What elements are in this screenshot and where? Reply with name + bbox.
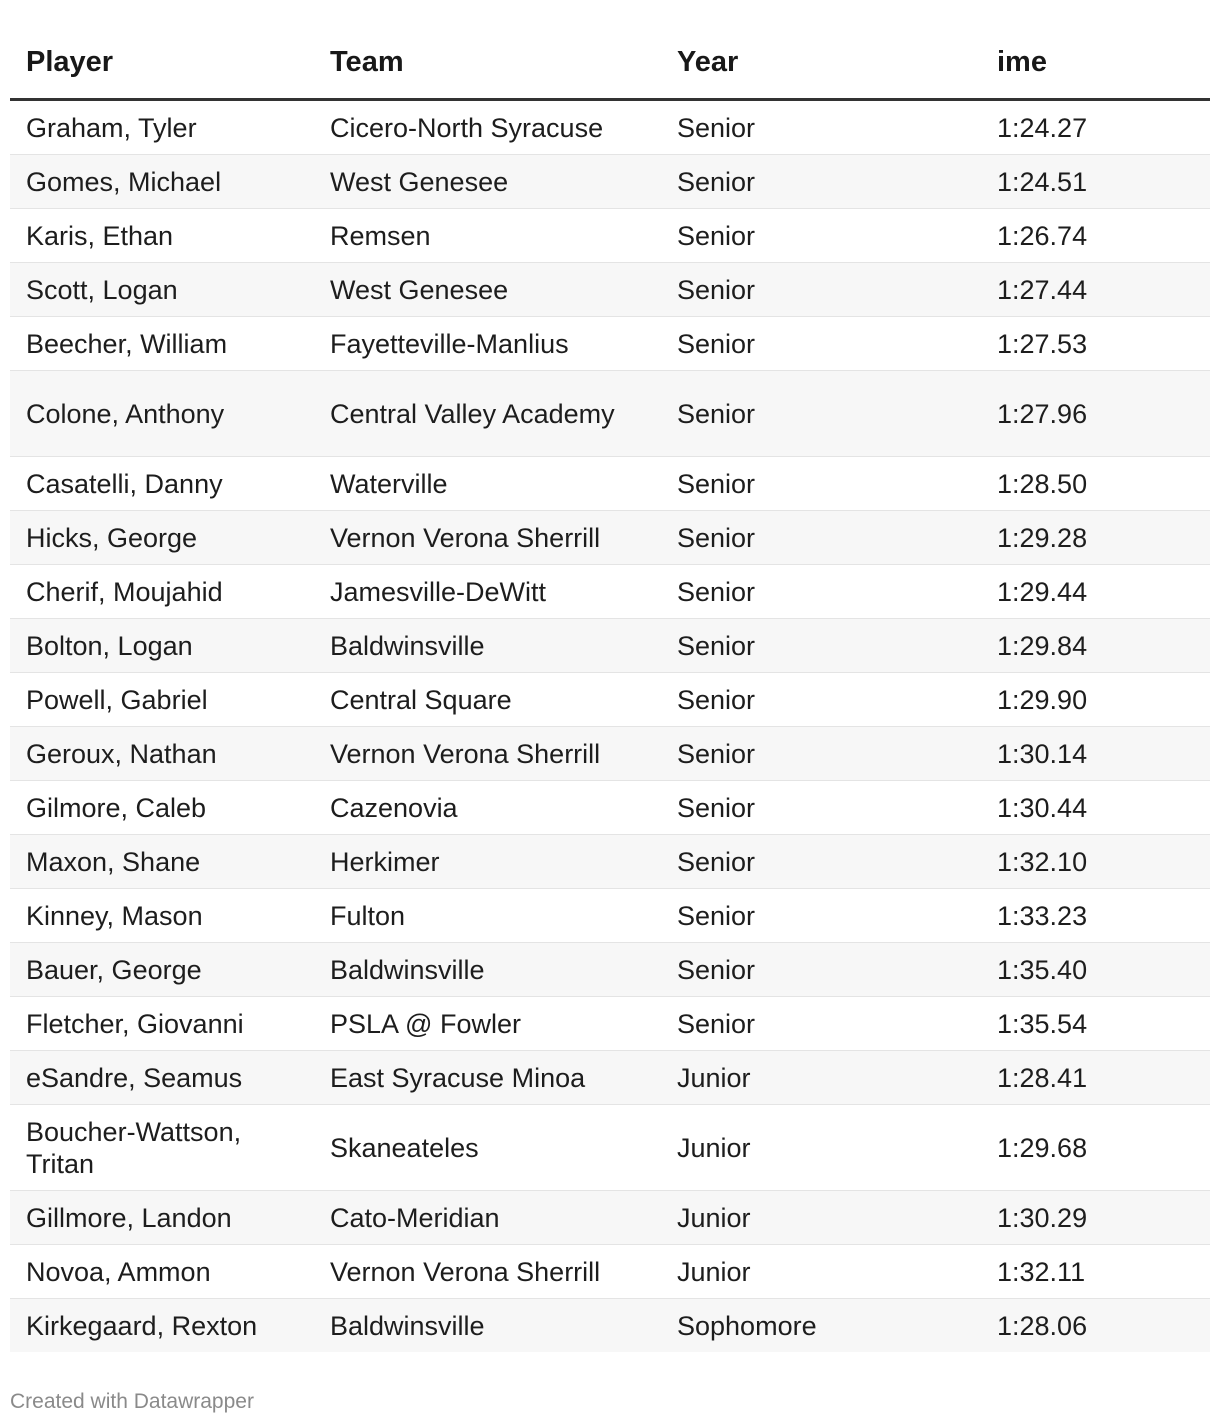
player-cell: Karis, Ethan [10, 209, 314, 263]
team-cell: Remsen [314, 209, 661, 263]
table-body [10, 100, 1210, 1353]
team-cell: Fulton [314, 889, 661, 943]
table-row [10, 371, 1210, 457]
time-cell: 1:30.14 [981, 727, 1210, 781]
team-cell: Central Square [314, 673, 661, 727]
year-cell: Senior [661, 781, 981, 835]
year-cell: Senior [661, 100, 981, 155]
table-row [10, 781, 1210, 835]
time-cell: 1:28.06 [981, 1299, 1210, 1353]
player-cell: Geroux, Nathan [10, 727, 314, 781]
year-cell: Senior [661, 943, 981, 997]
column-header-time: ime [981, 26, 1210, 100]
team-cell: Cato-Meridian [314, 1191, 661, 1245]
table-row [10, 997, 1210, 1051]
year-cell: Senior [661, 317, 981, 371]
time-cell: 1:35.54 [981, 997, 1210, 1051]
column-header-team: Team [314, 26, 661, 100]
year-cell: Senior [661, 511, 981, 565]
table-row [10, 943, 1210, 997]
year-cell: Senior [661, 889, 981, 943]
table-row [10, 317, 1210, 371]
team-cell: Vernon Verona Sherrill [314, 511, 661, 565]
team-cell: Baldwinsville [314, 943, 661, 997]
year-cell: Senior [661, 209, 981, 263]
year-cell: Senior [661, 673, 981, 727]
year-cell: Sophomore [661, 1299, 981, 1353]
year-cell: Senior [661, 457, 981, 511]
team-cell: West Genesee [314, 155, 661, 209]
time-cell: 1:33.23 [981, 889, 1210, 943]
team-cell: Central Valley Academy [314, 371, 661, 457]
player-cell: Bolton, Logan [10, 619, 314, 673]
table-row [10, 1245, 1210, 1299]
time-cell: 1:32.11 [981, 1245, 1210, 1299]
table-row [10, 1051, 1210, 1105]
time-cell: 1:27.96 [981, 371, 1210, 457]
table-row [10, 565, 1210, 619]
table-row [10, 1105, 1210, 1191]
player-cell: Fletcher, Giovanni [10, 997, 314, 1051]
table-row [10, 889, 1210, 943]
table-row [10, 619, 1210, 673]
player-cell: Gillmore, Landon [10, 1191, 314, 1245]
table-row [10, 835, 1210, 889]
time-cell: 1:27.53 [981, 317, 1210, 371]
time-cell: 1:29.44 [981, 565, 1210, 619]
player-cell: Maxon, Shane [10, 835, 314, 889]
team-cell: Jamesville-DeWitt [314, 565, 661, 619]
year-cell: Junior [661, 1051, 981, 1105]
time-cell: 1:24.27 [981, 100, 1210, 155]
team-cell: Baldwinsville [314, 619, 661, 673]
team-cell: West Genesee [314, 263, 661, 317]
team-cell: Baldwinsville [314, 1299, 661, 1353]
time-cell: 1:29.84 [981, 619, 1210, 673]
table-row [10, 457, 1210, 511]
team-cell: Vernon Verona Sherrill [314, 727, 661, 781]
player-cell: Kirkegaard, Rexton [10, 1299, 314, 1353]
team-cell: PSLA @ Fowler [314, 997, 661, 1051]
time-cell: 1:35.40 [981, 943, 1210, 997]
player-cell: Boucher-Wattson, Tritan [10, 1105, 314, 1191]
year-cell: Senior [661, 997, 981, 1051]
table-row [10, 209, 1210, 263]
datawrapper-credit: Created with Datawrapper [10, 1390, 254, 1413]
year-cell: Junior [661, 1105, 981, 1191]
table-row [10, 155, 1210, 209]
column-header-player: Player [10, 26, 314, 100]
player-cell: Gilmore, Caleb [10, 781, 314, 835]
team-cell: East Syracuse Minoa [314, 1051, 661, 1105]
team-cell: Fayetteville-Manlius [314, 317, 661, 371]
time-cell: 1:28.50 [981, 457, 1210, 511]
time-cell: 1:24.51 [981, 155, 1210, 209]
table-header [10, 26, 1210, 100]
time-cell: 1:30.44 [981, 781, 1210, 835]
player-cell: Kinney, Mason [10, 889, 314, 943]
table-row [10, 673, 1210, 727]
player-cell: Graham, Tyler [10, 100, 314, 155]
table-row [10, 1299, 1210, 1353]
player-cell: Novoa, Ammon [10, 1245, 314, 1299]
table-row [10, 511, 1210, 565]
time-cell: 1:32.10 [981, 835, 1210, 889]
year-cell: Senior [661, 263, 981, 317]
year-cell: Junior [661, 1245, 981, 1299]
table-row [10, 263, 1210, 317]
player-cell: Hicks, George [10, 511, 314, 565]
year-cell: Senior [661, 371, 981, 457]
results-table-container [10, 26, 1210, 1352]
player-cell: Casatelli, Danny [10, 457, 314, 511]
year-cell: Senior [661, 727, 981, 781]
time-cell: 1:28.41 [981, 1051, 1210, 1105]
table-row [10, 100, 1210, 155]
player-cell: Gomes, Michael [10, 155, 314, 209]
player-cell: Beecher, William [10, 317, 314, 371]
year-cell: Senior [661, 155, 981, 209]
time-cell: 1:29.68 [981, 1105, 1210, 1191]
player-cell: Cherif, Moujahid [10, 565, 314, 619]
player-cell: eSandre, Seamus [10, 1051, 314, 1105]
player-cell: Bauer, George [10, 943, 314, 997]
year-cell: Senior [661, 565, 981, 619]
time-cell: 1:26.74 [981, 209, 1210, 263]
time-cell: 1:29.90 [981, 673, 1210, 727]
time-cell: 1:27.44 [981, 263, 1210, 317]
column-header-year: Year [661, 26, 981, 100]
team-cell: Vernon Verona Sherrill [314, 1245, 661, 1299]
header-row [10, 26, 1210, 100]
team-cell: Skaneateles [314, 1105, 661, 1191]
results-table [10, 26, 1210, 1352]
time-cell: 1:29.28 [981, 511, 1210, 565]
table-row [10, 1191, 1210, 1245]
player-cell: Scott, Logan [10, 263, 314, 317]
team-cell: Herkimer [314, 835, 661, 889]
player-cell: Powell, Gabriel [10, 673, 314, 727]
team-cell: Cicero-North Syracuse [314, 100, 661, 155]
year-cell: Senior [661, 619, 981, 673]
player-cell: Colone, Anthony [10, 371, 314, 457]
team-cell: Cazenovia [314, 781, 661, 835]
table-row [10, 727, 1210, 781]
year-cell: Junior [661, 1191, 981, 1245]
team-cell: Waterville [314, 457, 661, 511]
time-cell: 1:30.29 [981, 1191, 1210, 1245]
year-cell: Senior [661, 835, 981, 889]
